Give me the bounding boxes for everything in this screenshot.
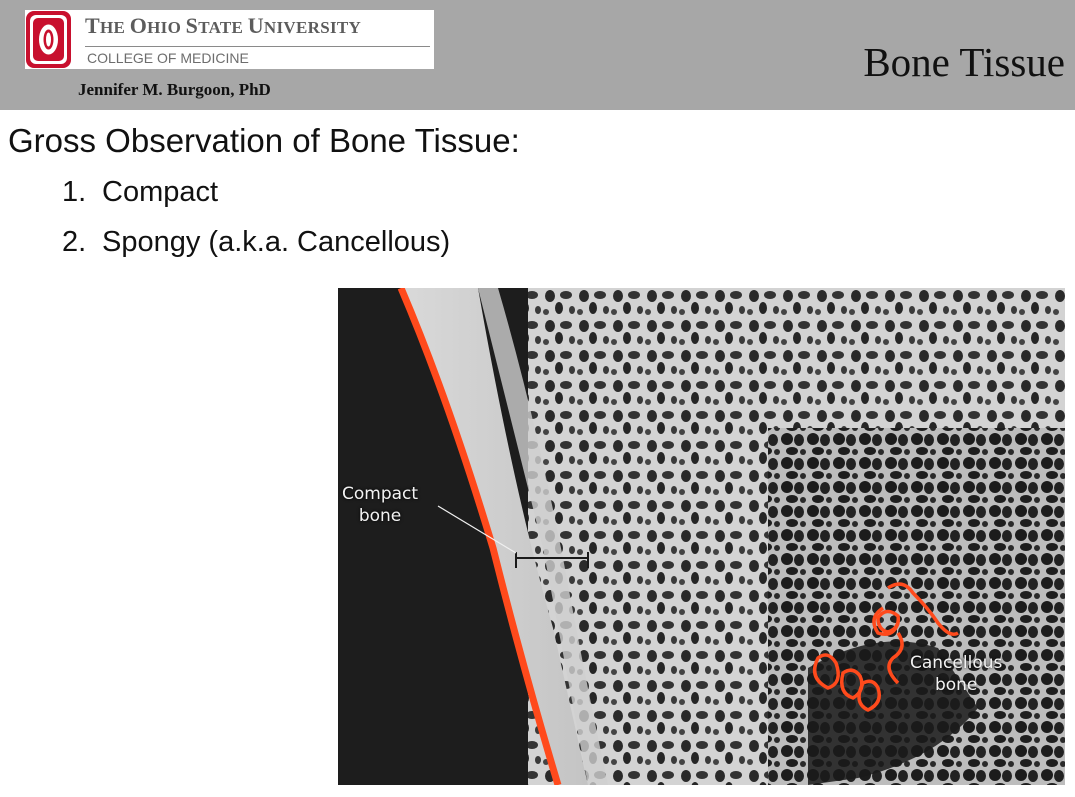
logo-divider <box>85 46 430 47</box>
bone-cross-section-figure <box>338 288 1065 785</box>
cancellous-bone-label: Cancellous bone <box>910 653 1003 695</box>
section-heading: Gross Observation of Bone Tissue: <box>8 122 520 159</box>
university-name: THE OHIO STATE UNIVERSITY <box>85 13 362 38</box>
slide-header <box>0 0 1075 110</box>
list-item: 1. Compact <box>62 176 219 208</box>
list-item: 2. Spongy (a.k.a. Cancellous) <box>62 226 451 258</box>
slide-title: Bone Tissue <box>863 39 1065 85</box>
bone-illustration <box>338 288 1065 785</box>
author-name: Jennifer M. Burgoon, PhD <box>78 80 271 99</box>
block-o-logo-icon <box>26 11 71 68</box>
bone-type-list <box>62 176 450 276</box>
osu-logo <box>25 10 434 69</box>
college-name: COLLEGE OF MEDICINE <box>87 50 249 66</box>
compact-bone-label: Compact bone <box>342 484 419 526</box>
